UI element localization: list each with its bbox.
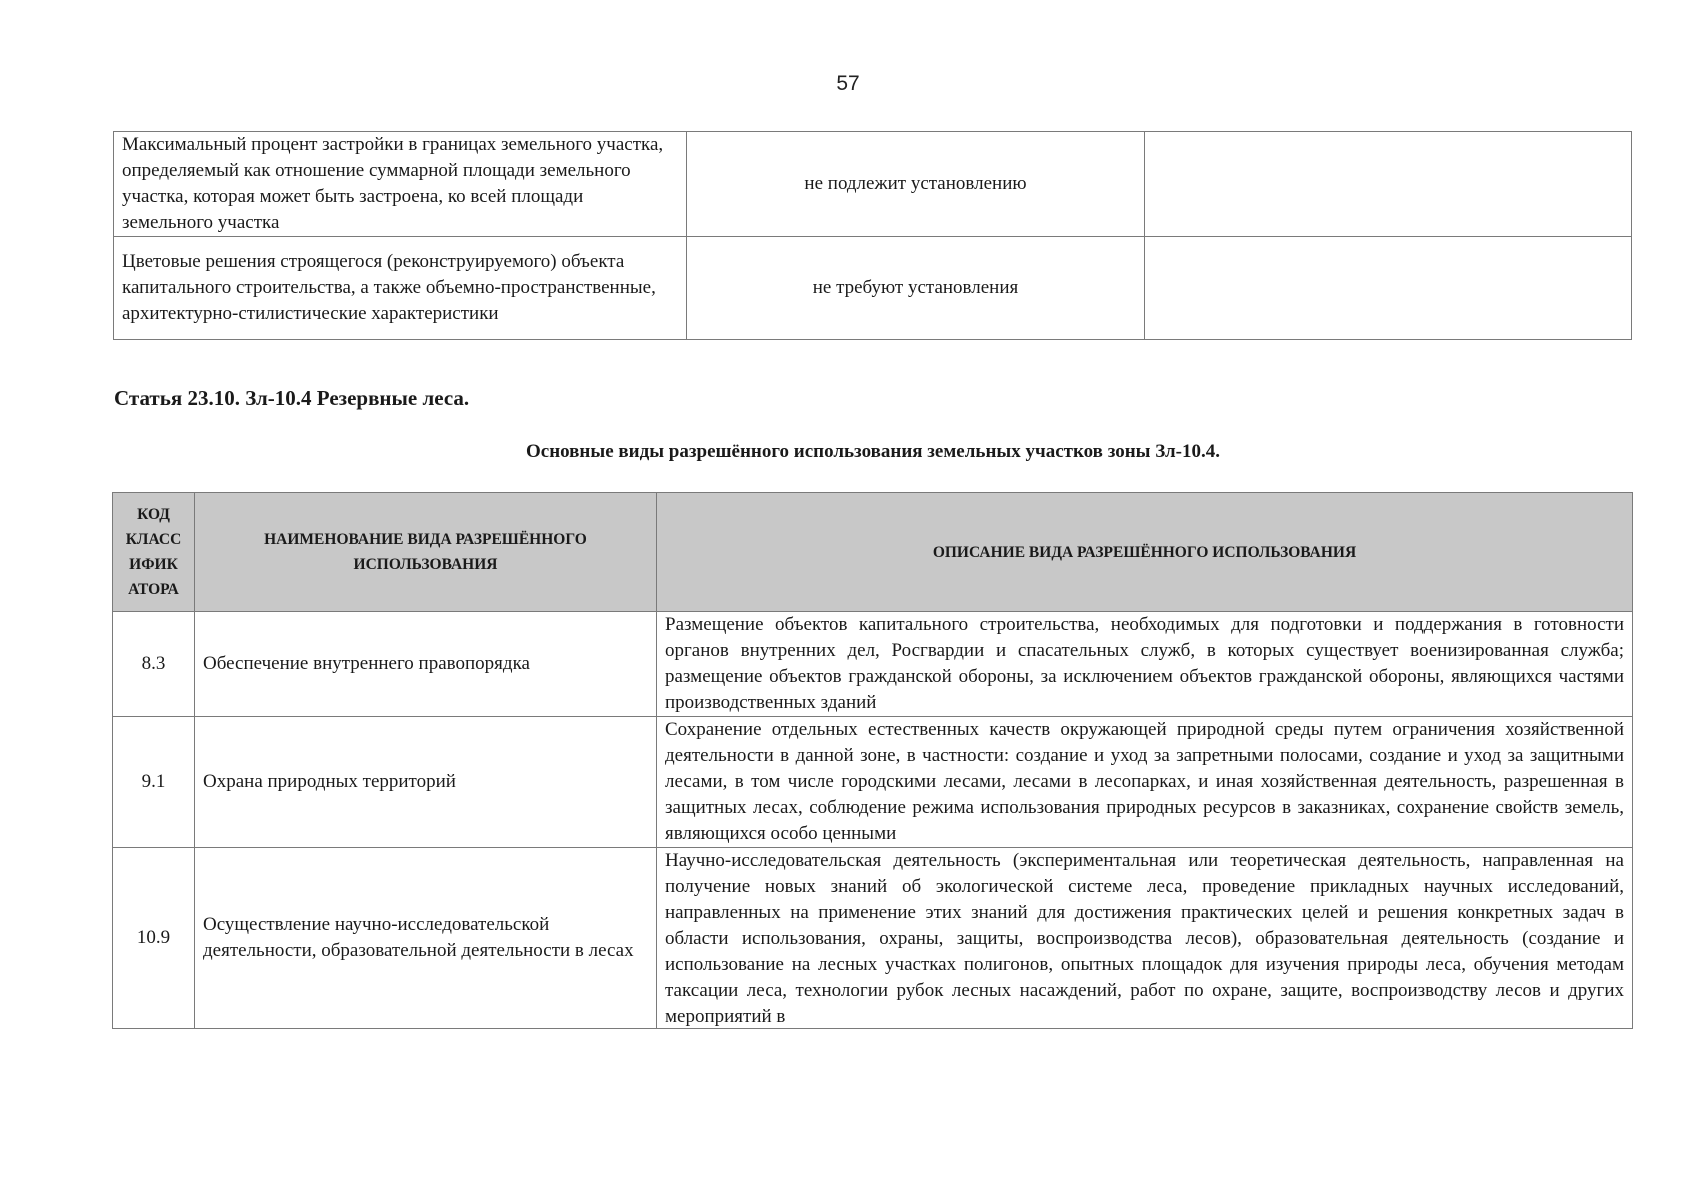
header-description: ОПИСАНИЕ ВИДА РАЗРЕШЁННОГО ИСПОЛЬЗОВАНИЯ	[657, 493, 1633, 612]
row-description: Размещение объектов капитального строительства, необходимых для подготовки и поддержания в готовности органов внутренних дел, Росгвардии и спасательных служб, в которых существует военизированная служба; размещение объектов гражданской обороны, за исключением объектов гражданской обороны, являющихся частями производственных зданий	[657, 612, 1633, 717]
parameter-note	[1145, 132, 1632, 237]
table-row	[114, 237, 1632, 340]
row-description-cell	[657, 848, 1633, 1029]
row-description: Научно-исследовательская деятельность (экспериментальная или теоретическая деятельность, направленная на получение новых знаний об экологической системе леса, проведение прикладных научных исследований, направленных на применение этих знаний для достижения практических целей и решения конкретных задач в области использования, охраны, защиты, воспроизводства лесов), образовательная деятельность (создание и использование на лесных участках полигонов, опытных площадок для изучения природы леса, обучения методам таксации леса, технологии рубок лесных насаждений, работ по охране, защите, воспроизводству лесов и других мероприятий в	[665, 850, 1624, 1027]
header-name: НАИМЕНОВАНИЕ ВИДА РАЗРЕШЁННОГО ИСПОЛЬЗОВАНИЯ	[195, 493, 657, 612]
article-title: Статья 23.10. Зл-10.4 Резервные леса.	[114, 386, 470, 410]
table-header-row	[113, 493, 1633, 612]
table-row	[114, 132, 1632, 237]
parameter-name: Максимальный процент застройки в границах земельного участка, определяемый как отношение суммарной площади земельного участка, которая может быть застроена, ко всей площади земельного участка	[114, 132, 687, 237]
row-description: Сохранение отдельных естественных качеств окружающей природной среды путем ограничения хозяйственной деятельности в данной зоне, в частности: создание и уход за запретными полосами, создание и уход за защитными лесами, в том числе городскими лесами, лесами в лесопарках, и иная хозяйственная деятельность, разрешенная в защитных лесах, соблюдение режима использования природных ресурсов в заказниках, сохранение свойств земель, являющихся особо ценными	[657, 717, 1633, 848]
parameter-value: не подлежит установлению	[687, 132, 1145, 237]
parameter-name: Цветовые решения строящегося (реконструируемого) объекта капитального строительства, а также объемно-пространственные, архитектурно-стилистические характеристики	[114, 237, 687, 340]
row-name: Обеспечение внутреннего правопорядка	[195, 612, 657, 717]
row-code: 8.3	[113, 612, 195, 717]
table-caption: Основные виды разрешённого использования земельных участков зоны Зл-10.4.	[525, 441, 1221, 462]
table-row	[113, 612, 1633, 717]
parameter-note	[1145, 237, 1632, 340]
row-code: 10.9	[113, 848, 195, 1029]
page-number: 57	[836, 72, 860, 95]
parameter-value: не требуют установления	[687, 237, 1145, 340]
regulations-table	[113, 131, 1632, 340]
table-row	[113, 717, 1633, 848]
table-row	[113, 848, 1633, 1029]
row-name: Охрана природных территорий	[195, 717, 657, 848]
row-name: Осуществление научно-исследовательской деятельности, образовательной деятельности в лесах	[195, 848, 657, 1029]
header-code: КОД КЛАСС ИФИК АТОРА	[113, 493, 195, 612]
permitted-use-table	[112, 492, 1633, 1029]
row-code: 9.1	[113, 717, 195, 848]
